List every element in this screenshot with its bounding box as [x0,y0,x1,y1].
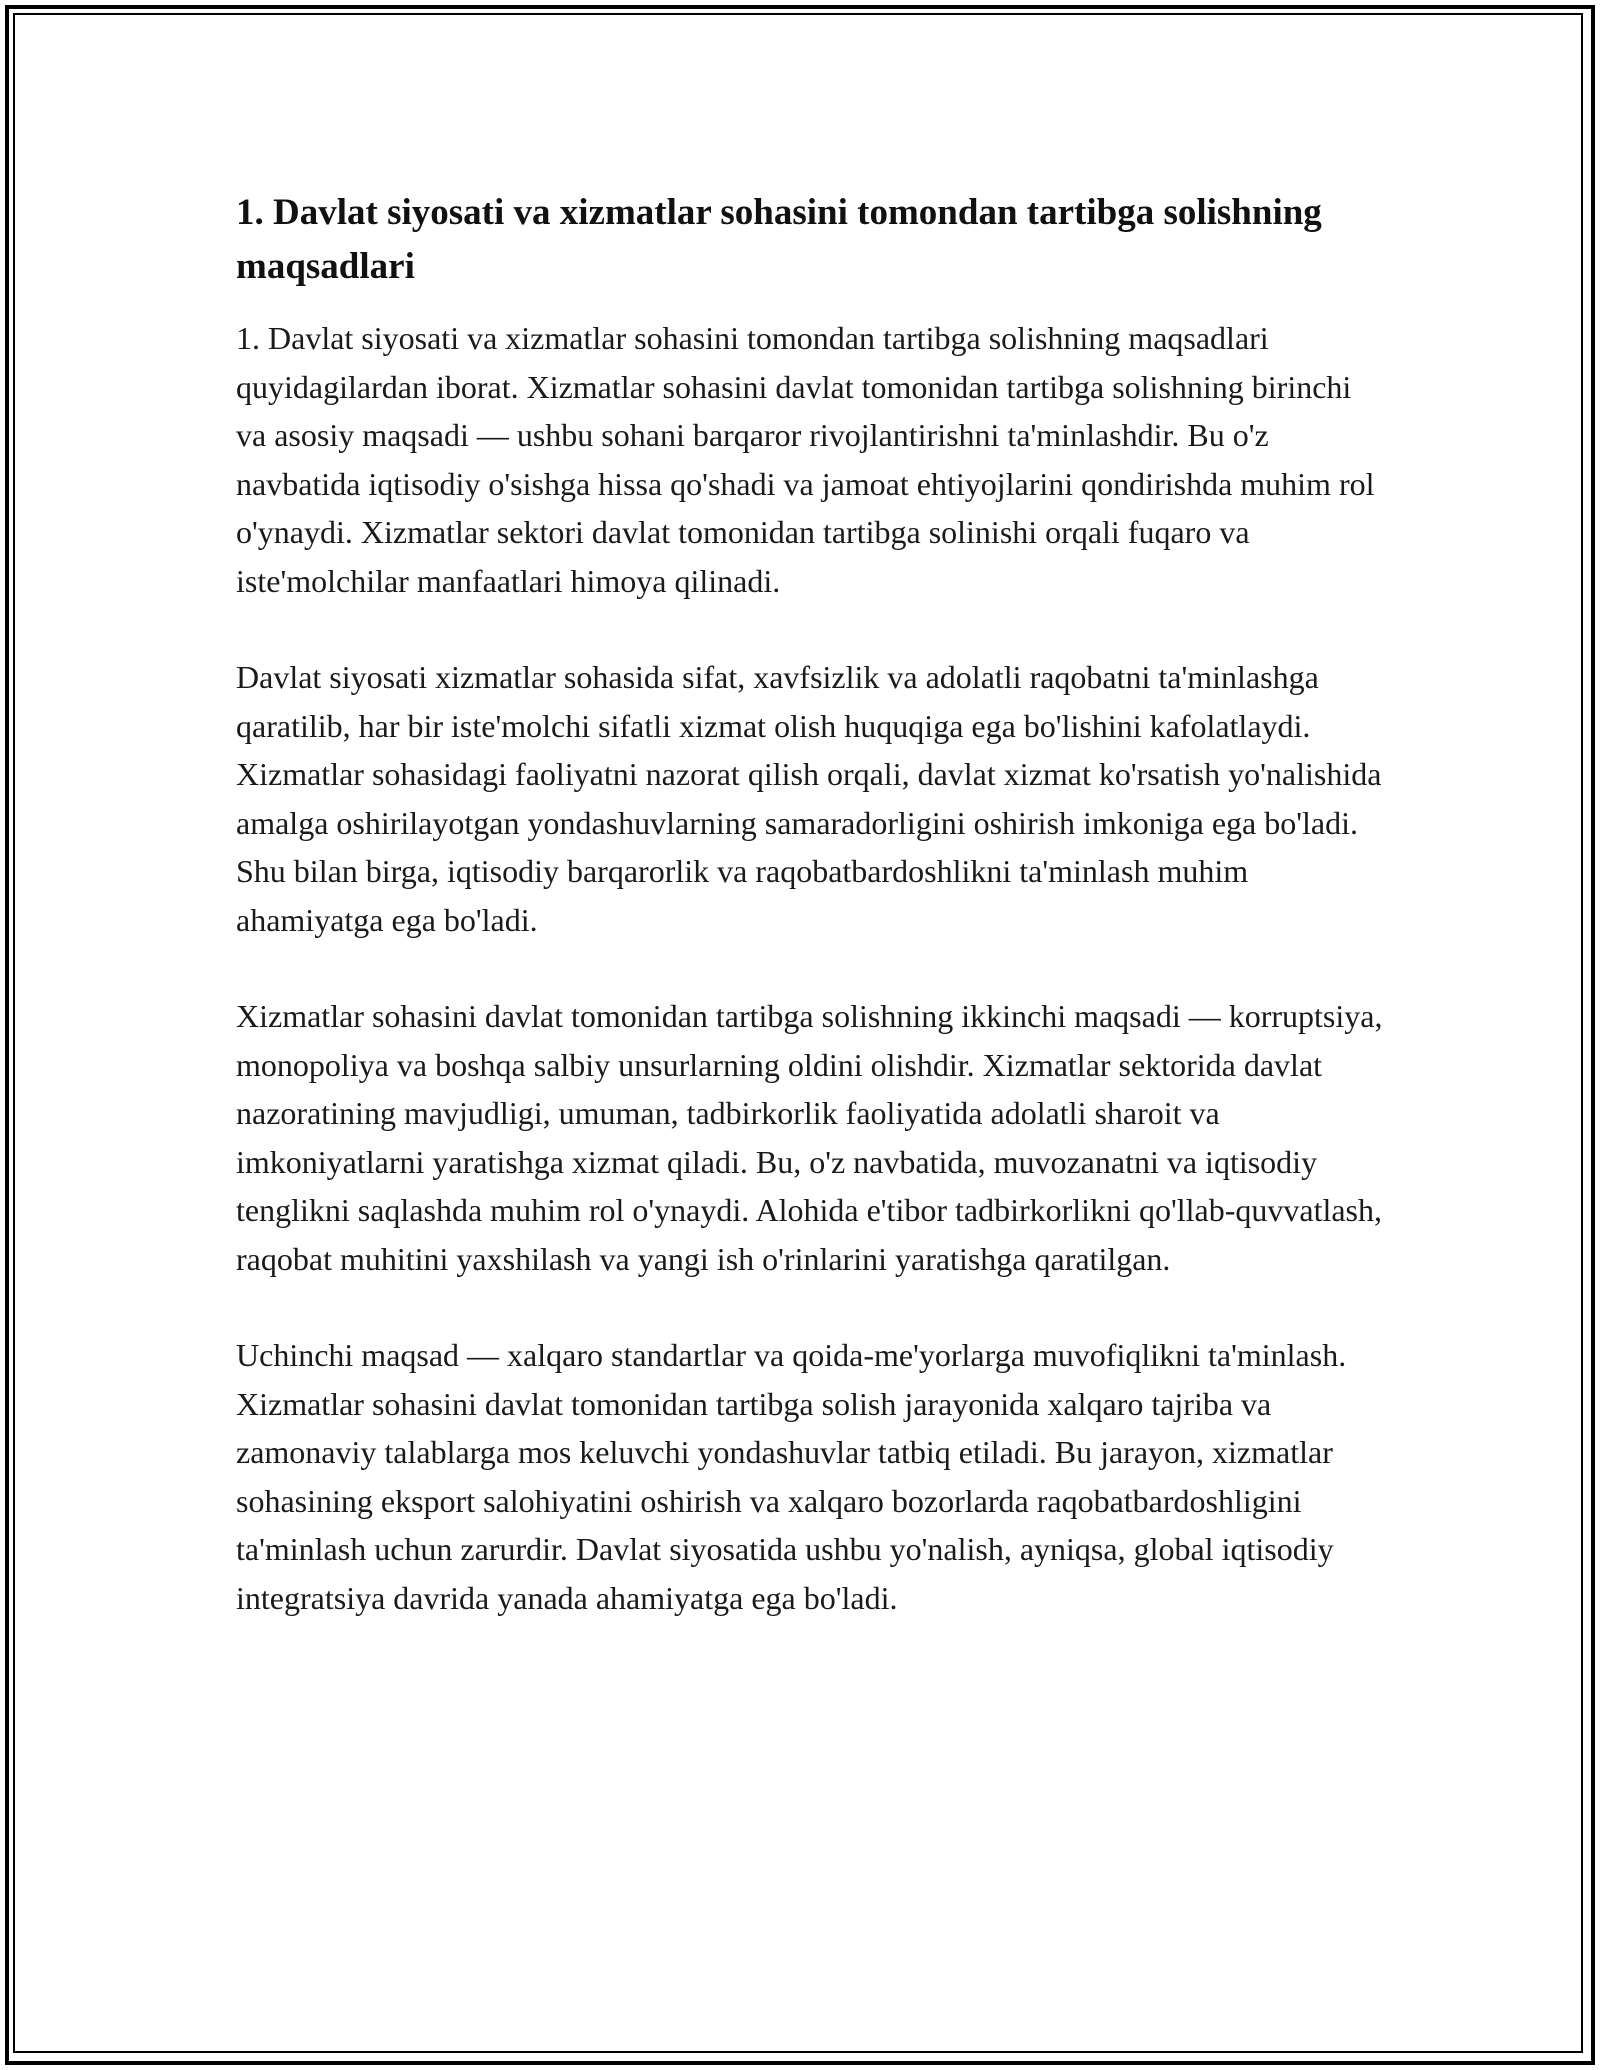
document-body [236,186,1386,1670]
document-title: 1. Davlat siyosati va xizmatlar sohasini tomondan tartibga solishning maqsadlari [236,192,1322,287]
paragraph-4: Uchinchi maqsad — xalqaro standartlar va qoida-me'yorlarga muvofiqlikni ta'minlash. Xizmatlar sohasini davlat tomonidan tartibga solish jarayonida xalqaro tajriba va zamonaviy talablarga mos keluvchi yondashuvlar tatbiq etiladi. Bu jarayon, xizmatlar sohasining eksport salohiyatini oshirish va xalqaro bozorlarda raqobatbardoshligini ta'minlash uchun zarurdir. Davlat siyosatida ushbu yo'nalish, ayniqsa, global iqtisodiy integratsiya davrida yanada ahamiyatga ega bo'ladi. [236,1337,1347,1616]
paragraph-1: 1. Davlat siyosati va xizmatlar sohasini tomondan tartibga solishning maqsadlari quyidagilardan iborat. Xizmatlar sohasini davlat tomonidan tartibga solishning birinchi va asosiy maqsadi — ushbu sohani barqaror rivojlantirishni ta'minlashdir. Bu o'z navbatida iqtisodiy o'sishga hissa qo'shadi va jamoat ehtiyojlarini qondirishda muhim rol o'ynaydi. Xizmatlar sektori davlat tomonidan tartibga solinishi orqali fuqaro va iste'molchilar manfaatlari himoya qilinadi. [236,320,1375,599]
paragraph-3: Xizmatlar sohasini davlat tomonidan tartibga solishning ikkinchi maqsadi — korruptsiya, monopoliya va boshqa salbiy unsurlarning oldini olishdir. Xizmatlar sektorida davlat nazoratining mavjudligi, umuman, tadbirkorlik faoliyatida adolatli sharoit va imkoniyatlarni yaratishga xizmat qiladi. Bu, o'z navbatida, muvozanatni va iqtisodiy tenglikni saqlashda muhim rol o'ynaydi. Alohida e'tibor tadbirkorlikni qo'llab-quvvatlash, raqobat muhitini yaxshilash va yangi ish o'rinlarini yaratishga qaratilgan. [236,998,1383,1277]
paragraph-2: Davlat siyosati xizmatlar sohasida sifat, xavfsizlik va adolatli raqobatni ta'minlashga qaratilib, har bir iste'molchi sifatli xizmat olish huquqiga ega bo'lishini kafolatlaydi. Xizmatlar sohasidagi faoliyatni nazorat qilish orqali, davlat xizmat ko'rsatish yo'nalishida amalga oshirilayotgan yondashuvlarning samaradorligini oshirish imkoniga ega bo'ladi. Shu bilan birga, iqtisodiy barqarorlik va raqobatbardoshlikni ta'minlash muhim ahamiyatga ega bo'ladi. [236,659,1382,938]
